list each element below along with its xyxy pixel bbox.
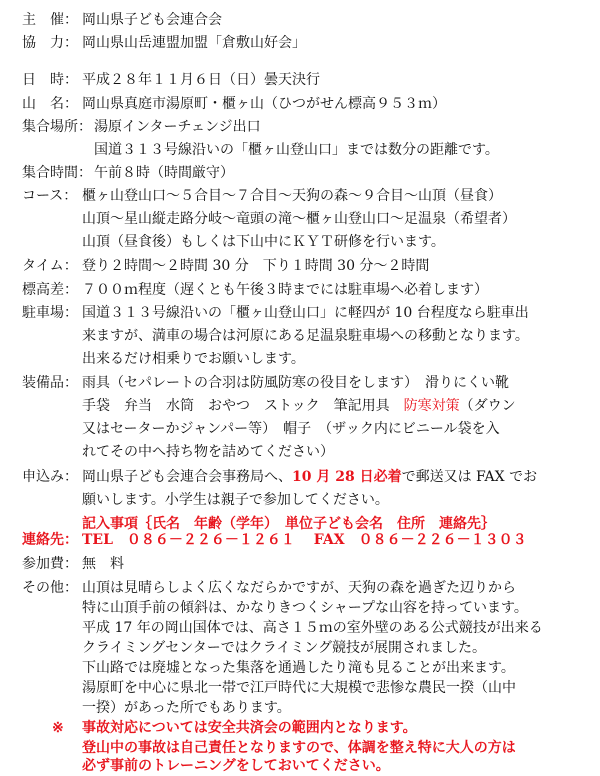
cooperation-value: 岡山県山岳連盟加盟「倉敷山好会」 bbox=[82, 35, 306, 51]
equipment-label: 装備品： bbox=[22, 375, 78, 391]
other-line: 山頂は見晴らしよく広くなだらかですが、天狗の森を過ぎた辺りから bbox=[82, 580, 516, 596]
application-label: 申込み： bbox=[22, 469, 78, 485]
notice-mark: ※ bbox=[52, 720, 64, 736]
meeting-place-value: 湯原インターチェンジ出口 bbox=[94, 119, 261, 135]
other-line: クライミングセンターではクライミング競技が展開されました。 bbox=[82, 640, 487, 656]
parking-line: 国道３１３号線沿いの「櫃ヶ山登山口」に軽四が 10 台程度なら駐車出 bbox=[82, 305, 529, 321]
other-line: 一揆）があった所でもあります。 bbox=[82, 700, 291, 716]
meeting-place-label: 集合場所： bbox=[22, 119, 92, 135]
parking-line: 出来るだけ相乗りでお願いします。 bbox=[82, 351, 305, 367]
application-text: 岡山県子ども会連合会事務局へ、 bbox=[82, 469, 292, 485]
parking-line: 来ますが、満車の場合は河原にある足温泉駐車場への移動となります。 bbox=[82, 328, 529, 344]
organizer-value: 岡山県子ども会連合会 bbox=[82, 12, 222, 28]
course-line: 櫃ヶ山登山口～５合目～７合目～天狗の森～９合目～山頂（昼食） bbox=[82, 188, 502, 204]
other-line: 特に山頂手前の傾斜は、かなりきつくシャープな山容を持っています。 bbox=[82, 600, 528, 616]
equipment-line: 又はセーターかジャンパー等） 帽子 （ザック内にビニール袋を入 bbox=[82, 421, 500, 437]
required-fields-highlight: 記入事項｛氏名 年齢（学年） 単位子ども会名 住所 連絡先｝ bbox=[82, 516, 495, 532]
date-label: 日 時： bbox=[22, 72, 78, 88]
meeting-time-label: 集合時間： bbox=[22, 165, 92, 181]
course-line: 山頂（昼食後）もしくは下山中にＫＹＴ研修を行います。 bbox=[82, 234, 445, 250]
other-label: その他： bbox=[22, 580, 78, 596]
application-line-1 bbox=[82, 467, 537, 487]
cooperation-label: 協 力： bbox=[22, 35, 78, 51]
other-line: 下山路では廃墟となった集落を通過したり滝も見ることが出来ます。 bbox=[82, 660, 515, 676]
deadline-highlight: 10 月 28 日必着 bbox=[292, 469, 402, 485]
time-label: タイム： bbox=[22, 258, 78, 274]
meeting-place-note: 国道３１３号線沿いの「櫃ヶ山登山口」までは数分の距離です。 bbox=[94, 142, 499, 158]
elevation-label: 標高差： bbox=[22, 282, 78, 298]
other-line: 平成 17 年の岡山国体では、高さ１５ｍの室外壁のある公式競技が出来る bbox=[82, 620, 543, 636]
application-text-cont: で郵送又は FAX でお bbox=[401, 469, 538, 485]
mountain-label: 山 名： bbox=[22, 96, 78, 112]
notice-line: 登山中の事故は自己責任となりますので、体調を整え特に大人の方は bbox=[82, 740, 516, 756]
notice-line: 必ず事前のトレーニングをしておいてください。 bbox=[82, 758, 390, 774]
equipment-line: 雨具（セパレートの合羽は防風防寒の役目をします） 滑りにくい靴 bbox=[82, 375, 509, 391]
organizer-label: 主 催： bbox=[22, 12, 78, 28]
date-value: 平成２８年１１月６日（日）曇天決行 bbox=[82, 72, 320, 88]
course-line: 山頂～星山縦走路分岐～竜頭の滝～櫃ヶ山登山口～足温泉（希望者） bbox=[82, 211, 516, 227]
equipment-line: れてその中へ持ち物を詰めてください） bbox=[82, 444, 334, 460]
application-line: 願いします。小学生は親子で参加してください。 bbox=[82, 492, 389, 508]
fee-value: 無 料 bbox=[82, 556, 124, 572]
equipment-items: 手袋 弁当 水筒 おやつ ストック 筆記用具 bbox=[82, 398, 404, 414]
fee-label: 参加費： bbox=[22, 556, 78, 572]
meeting-time-value: 午前８時（時間厳守） bbox=[94, 165, 234, 181]
notice-line: 事故対応については安全共済会の範囲内となります。 bbox=[82, 720, 417, 736]
elevation-value: ７００ｍ程度（遅くとも午後３時までには駐車場へ必着します） bbox=[82, 282, 488, 298]
parking-label: 駐車場： bbox=[22, 305, 78, 321]
equipment-line-2 bbox=[82, 396, 516, 416]
contact-value: TEL ０８６－２２６－１２６１ FAX ０８６－２２６－１３０３ bbox=[82, 532, 527, 548]
other-line: 湯原町を中心に県北一帯で江戸時代に大規模で悲惨な農民一揆（山中 bbox=[82, 680, 516, 696]
cold-protection-highlight: 防寒対策 bbox=[403, 398, 460, 414]
contact-label: 連絡先： bbox=[22, 532, 78, 548]
mountain-value: 岡山県真庭市湯原町・櫃ヶ山（ひつがせん標高９５３ｍ） bbox=[82, 96, 446, 112]
time-value: 登り２時間～２時間 30 分 下り１時間 30 分～２時間 bbox=[82, 258, 430, 274]
course-label: コース： bbox=[22, 188, 78, 204]
equipment-items-cont: （ダウン bbox=[459, 398, 516, 414]
